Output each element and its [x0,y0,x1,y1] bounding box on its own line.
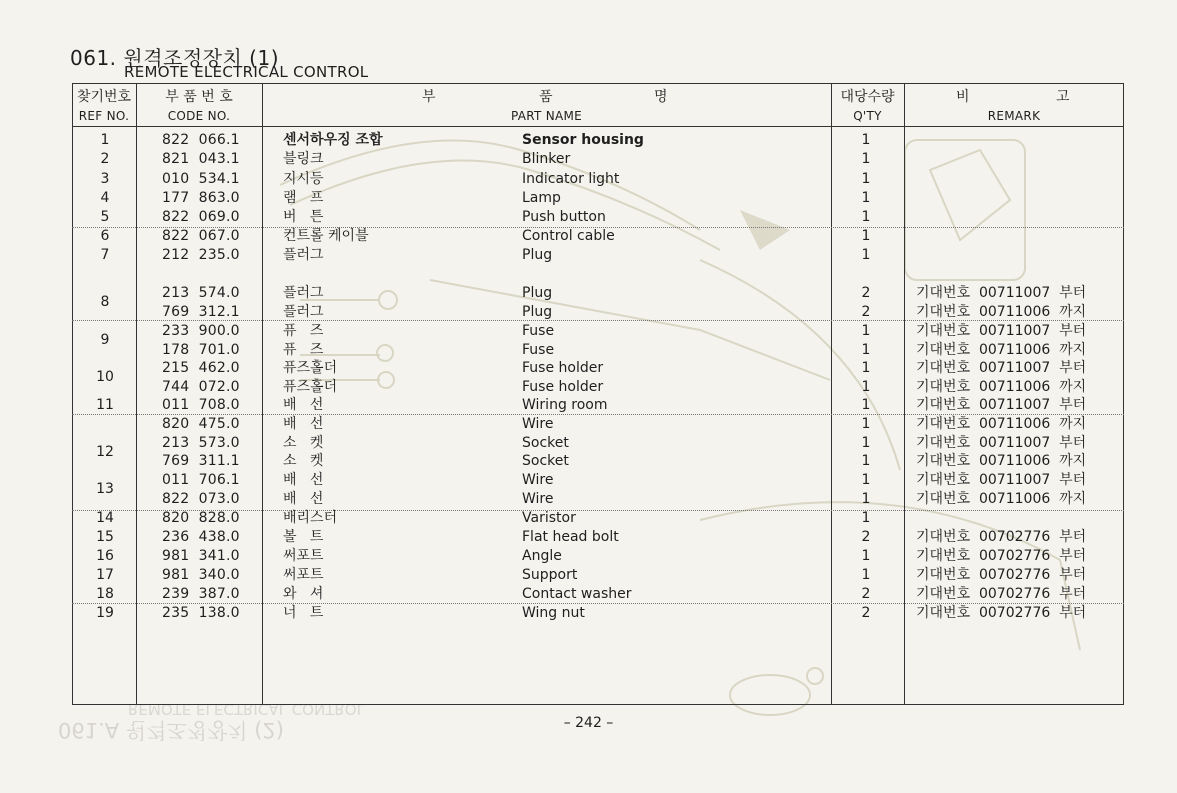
part-name-en: Support [522,567,578,583]
quantity: 1 [861,342,871,358]
ref-number: 7 [100,247,110,263]
ref-number: 13 [96,481,114,497]
header-code-ko: 부 품 번 호 [165,89,233,105]
ref-number: 9 [100,332,110,348]
part-name-ko: 배 선 [283,491,324,507]
part-name-en: Wire [522,491,554,507]
quantity: 1 [861,132,871,148]
ref-number: 1 [100,132,110,148]
header-name-ko-1: 부 [422,89,436,105]
quantity: 2 [861,529,871,545]
remark: 기대번호 00711006 까지 [916,453,1087,469]
part-name-en: Contact washer [522,586,632,602]
part-name-en: Plug [522,247,553,263]
remark: 기대번호 00711007 부터 [916,360,1087,376]
quantity: 1 [861,228,871,244]
part-name-en: Flat head bolt [522,529,619,545]
quantity: 1 [861,190,871,206]
ref-number: 2 [100,151,110,167]
remark: 기대번호 00711007 부터 [916,472,1087,488]
header-qty-en: Q'TY [853,109,882,123]
header-qty [831,88,904,126]
page-title: 061. 원격조정장치 (1) [70,46,279,70]
part-name-ko: 퓨 즈 [283,323,324,339]
remark: 기대번호 00711006 까지 [916,491,1087,507]
part-code: 822 067.0 [162,228,240,244]
part-name-ko: 볼 트 [283,529,324,545]
header-qty-ko: 대당수량 [840,89,895,105]
part-name-en: Fuse [522,342,555,358]
part-name-en: Socket [522,453,569,469]
remark: 기대번호 00711006 까지 [916,379,1087,395]
part-name-en: Plug [522,304,553,320]
part-code: 821 043.1 [162,151,240,167]
part-code: 177 863.0 [162,190,240,206]
part-code: 822 069.0 [162,209,240,225]
remark: 기대번호 00711006 까지 [916,304,1087,320]
part-name-ko: 너 트 [283,605,324,621]
quantity: 2 [861,304,871,320]
ref-number: 11 [96,397,114,413]
header-remark-ko-1: 비 [956,89,970,105]
quantity: 1 [861,379,871,395]
quantity: 1 [861,435,871,451]
part-name-en: Fuse holder [522,360,604,376]
ref-number: 12 [96,444,114,460]
remark: 기대번호 00702776 부터 [916,529,1087,545]
header-ref-no [72,88,136,126]
part-code: 215 462.0 [162,360,240,376]
header-remark [904,88,1124,126]
quantity: 1 [861,416,871,432]
ref-number: 18 [96,586,114,602]
quantity: 1 [861,209,871,225]
remark: 기대번호 00702776 부터 [916,567,1087,583]
ref-number: 5 [100,209,110,225]
quantity: 1 [861,151,871,167]
part-code: 981 341.0 [162,548,240,564]
quantity: 1 [861,472,871,488]
part-code: 011 706.1 [162,472,240,488]
quantity: 2 [861,285,871,301]
remark: 기대번호 00711007 부터 [916,435,1087,451]
part-name-en: Fuse holder [522,379,604,395]
part-name-en: Wire [522,472,554,488]
ref-number: 6 [100,228,110,244]
quantity: 1 [861,323,871,339]
part-code: 239 387.0 [162,586,240,602]
quantity: 1 [861,491,871,507]
part-code: 235 138.0 [162,605,240,621]
quantity: 1 [861,360,871,376]
remark: 기대번호 00702776 부터 [916,605,1087,621]
header-remark-en: REMARK [987,109,1041,123]
remark: 기대번호 00711007 부터 [916,397,1087,413]
header-name-en: PART NAME [510,109,583,123]
quantity: 1 [861,453,871,469]
remark: 기대번호 00711007 부터 [916,323,1087,339]
part-name-ko: 써포트 [283,548,324,564]
quantity: 2 [861,586,871,602]
part-code: 236 438.0 [162,529,240,545]
part-name-ko: 지시등 [283,171,324,187]
part-name-en: Blinker [522,151,571,167]
header-remark-ko [904,88,1124,107]
part-name-en: Push button [522,209,606,225]
part-name-en: Varistor [522,510,576,526]
part-name-ko: 컨트롤 케이블 [283,228,369,244]
ref-number: 8 [100,294,110,310]
bleed-through-subtitle: REMOTE ELECTRICAL CONTROL [128,700,365,718]
part-code: 769 312.1 [162,304,240,320]
part-name-ko: 와 셔 [283,586,324,602]
page-number: – 242 – [563,715,614,731]
quantity: 1 [861,171,871,187]
part-name-ko: 플러그 [283,247,324,263]
quantity: 1 [861,510,871,526]
header-code-en: CODE NO. [167,109,231,123]
header-name-ko [262,88,831,107]
part-name-ko: 소 켓 [283,435,324,451]
header-code-no [136,88,262,126]
part-name-en: Lamp [522,190,561,206]
remark: 기대번호 00711006 까지 [916,416,1087,432]
part-name-en: Plug [522,285,553,301]
bleed-through-title: 061.A 원격조정장치 (2) [58,718,284,742]
part-name-ko: 플러그 [283,304,324,320]
header-name-ko-3: 명 [654,89,668,105]
ref-number: 4 [100,190,110,206]
quantity: 2 [861,605,871,621]
page-subtitle: REMOTE ELECTRICAL CONTROL [124,63,369,81]
header-ref-ko: 찾기번호 [76,89,132,105]
part-name-ko: 배 선 [283,397,324,413]
part-code: 213 573.0 [162,435,240,451]
quantity: 1 [861,548,871,564]
part-code: 233 900.0 [162,323,240,339]
part-code: 744 072.0 [162,379,240,395]
part-name-en: Indicator light [522,171,620,187]
header-part-name [262,88,831,126]
part-name-en: Socket [522,435,569,451]
part-name-en: Control cable [522,228,615,244]
ref-number: 3 [100,171,110,187]
part-name-ko: 플러그 [283,285,324,301]
part-name-ko: 배리스터 [283,510,338,526]
part-name-ko: 소 켓 [283,453,324,469]
part-name-ko: 램 프 [283,190,324,206]
column-divider [904,83,905,705]
remark: 기대번호 00702776 부터 [916,586,1087,602]
ref-number: 14 [96,510,114,526]
part-name-ko: 배 선 [283,416,324,432]
ref-number: 17 [96,567,114,583]
part-code: 820 828.0 [162,510,240,526]
part-name-ko: 센서하우징 조합 [283,132,383,148]
header-remark-ko-2: 고 [1056,89,1070,105]
column-divider [262,83,263,705]
part-code: 822 066.1 [162,132,240,148]
remark: 기대번호 00711006 까지 [916,342,1087,358]
ref-number: 16 [96,548,114,564]
part-code: 010 534.1 [162,171,240,187]
part-name-ko: 퓨즈홀더 [283,379,338,395]
header-ref-en: REF NO. [78,109,130,123]
part-name-en: Fuse [522,323,555,339]
part-name-ko: 배 선 [283,472,324,488]
part-name-ko: 써포트 [283,567,324,583]
ref-number: 15 [96,529,114,545]
part-code: 822 073.0 [162,491,240,507]
part-name-ko: 퓨 즈 [283,342,324,358]
part-code: 213 574.0 [162,285,240,301]
quantity: 1 [861,247,871,263]
part-code: 981 340.0 [162,567,240,583]
part-name-ko: 퓨즈홀더 [283,360,338,376]
part-code: 820 475.0 [162,416,240,432]
part-name-en: Wing nut [522,605,585,621]
part-code: 212 235.0 [162,247,240,263]
remark: 기대번호 00702776 부터 [916,548,1087,564]
quantity: 1 [861,397,871,413]
part-name-en: Wiring room [522,397,608,413]
quantity: 1 [861,567,871,583]
part-code: 011 708.0 [162,397,240,413]
ref-number: 19 [96,605,114,621]
part-name-en: Wire [522,416,554,432]
ref-number: 10 [96,369,114,385]
part-name-ko: 버 튼 [283,209,324,225]
part-name-en: Sensor housing [522,132,644,148]
part-name-en: Angle [522,548,562,564]
header-separator [72,126,1124,127]
part-name-ko: 블링크 [283,151,324,167]
header-name-ko-2: 품 [539,89,553,105]
part-code: 178 701.0 [162,342,240,358]
part-code: 769 311.1 [162,453,240,469]
remark: 기대번호 00711007 부터 [916,285,1087,301]
